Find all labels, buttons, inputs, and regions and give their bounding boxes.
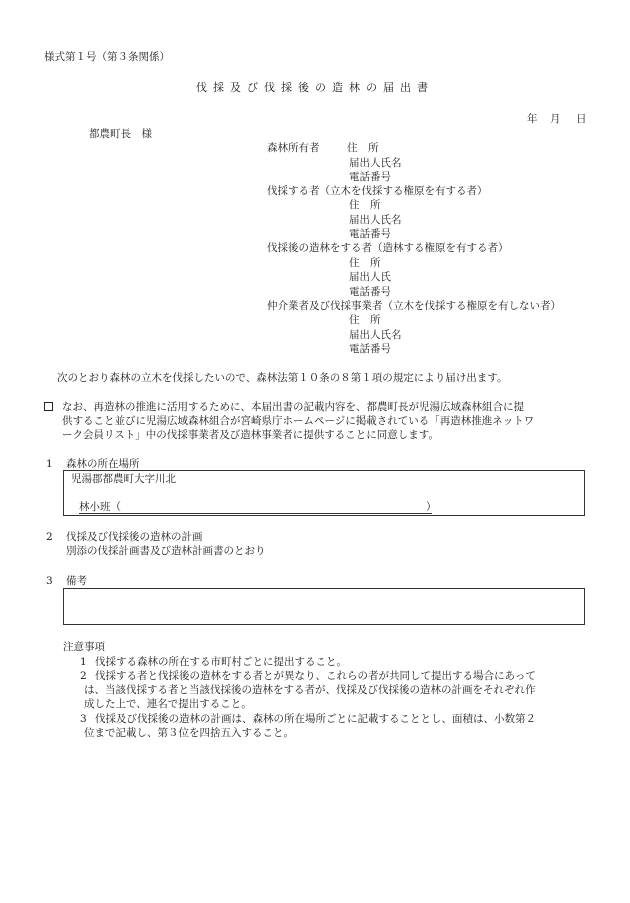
cutter-label: 伐採する者（立木を伐採する権原を有する者） bbox=[267, 185, 488, 197]
lot-underline bbox=[79, 513, 432, 514]
note-1-number: 1 bbox=[80, 656, 87, 668]
note-2-number: 2 bbox=[80, 670, 87, 682]
date-month: 月 bbox=[550, 113, 561, 125]
cutter-address: 住 所 bbox=[349, 199, 381, 211]
consent-line-2: 供すること並びに児湯広域森林組合が宮崎県庁ホームページに掲載されている「再造林推進ネットワ bbox=[62, 415, 535, 427]
statement: 次のとおり森林の立木を伐採したいので、森林法第１０条の８第１項の規定により届け出ます。 bbox=[57, 372, 508, 384]
page-title: 伐採及び伐採後の造林の届出書 bbox=[196, 81, 434, 94]
planter-label: 伐採後の造林をする者（造林する権原を有する者） bbox=[267, 242, 509, 254]
broker-label: 仲介業者及び伐採事業者（立木を伐採する権原を有しない者） bbox=[267, 300, 561, 312]
lot-label: 林小班（ bbox=[79, 501, 121, 513]
date-year: 年 bbox=[527, 113, 538, 125]
section1-heading: 森林の所在場所 bbox=[66, 458, 140, 470]
section3-heading: 備考 bbox=[66, 575, 87, 587]
planter-address: 住 所 bbox=[349, 257, 381, 269]
consent-line-1: なお、再造林の推進に活用するために、本届出書の記載内容を、都農町長が児湯広域森林組合に提 bbox=[62, 401, 524, 413]
form-number: 様式第１号（第３条関係） bbox=[44, 51, 170, 63]
section3-number: 3 bbox=[46, 575, 53, 587]
note-1-text: 伐採する森林の所在する市町村ごとに提出すること。 bbox=[95, 656, 347, 668]
note-3-line-1: 伐採及び伐採後の造林の計画は、森林の所在場所ごとに記載することとし、面積は、小数第２ bbox=[95, 713, 536, 725]
notes-heading: 注意事項 bbox=[63, 641, 105, 653]
owner-phone: 電話番号 bbox=[349, 171, 391, 183]
cutter-phone: 電話番号 bbox=[349, 228, 391, 240]
planter-phone: 電話番号 bbox=[349, 286, 391, 298]
section1-number: 1 bbox=[46, 458, 53, 470]
consent-line-3: ーク会員リスト」中の伐採事業者及び造林事業者に提供することに同意します。 bbox=[62, 429, 439, 441]
section2-body: 別添の伐採計画書及び造林計画書のとおり bbox=[66, 545, 266, 557]
location-value: 児湯郡都農町大字川北 bbox=[71, 473, 176, 485]
date-day: 日 bbox=[576, 113, 587, 125]
section2-heading: 伐採及び伐採後の造林の計画 bbox=[66, 531, 203, 543]
owner-label: 森林所有者 bbox=[267, 142, 320, 154]
note-2-line-3: 成した上で、連名で提出すること。 bbox=[84, 698, 252, 710]
addressee: 都農町長 様 bbox=[89, 128, 152, 140]
note-2-line-2: は、当該伐採する者と当該伐採後の造林をする者が、伐採及び伐採後の造林の計画をそれぞれ作 bbox=[84, 684, 536, 696]
remarks-box[interactable] bbox=[63, 588, 585, 625]
broker-name: 届出人氏名 bbox=[349, 329, 402, 341]
section2-number: 2 bbox=[46, 531, 53, 543]
owner-address: 住 所 bbox=[347, 142, 379, 154]
owner-name: 届出人氏名 bbox=[349, 157, 402, 169]
consent-checkbox[interactable] bbox=[44, 402, 53, 411]
note-3-line-2: 位まで記載し、第３位を四捨五入すること。 bbox=[84, 727, 294, 739]
broker-phone: 電話番号 bbox=[349, 343, 391, 355]
cutter-name: 届出人氏名 bbox=[349, 214, 402, 226]
note-2-line-1: 伐採する者と伐採後の造林をする者とが異なり、これらの者が共同して提出する場合にあって bbox=[95, 670, 536, 682]
broker-address: 住 所 bbox=[349, 314, 381, 326]
lot-close: ） bbox=[426, 501, 437, 513]
planter-name: 届出人氏 bbox=[349, 271, 391, 283]
note-3-number: 3 bbox=[80, 713, 87, 725]
